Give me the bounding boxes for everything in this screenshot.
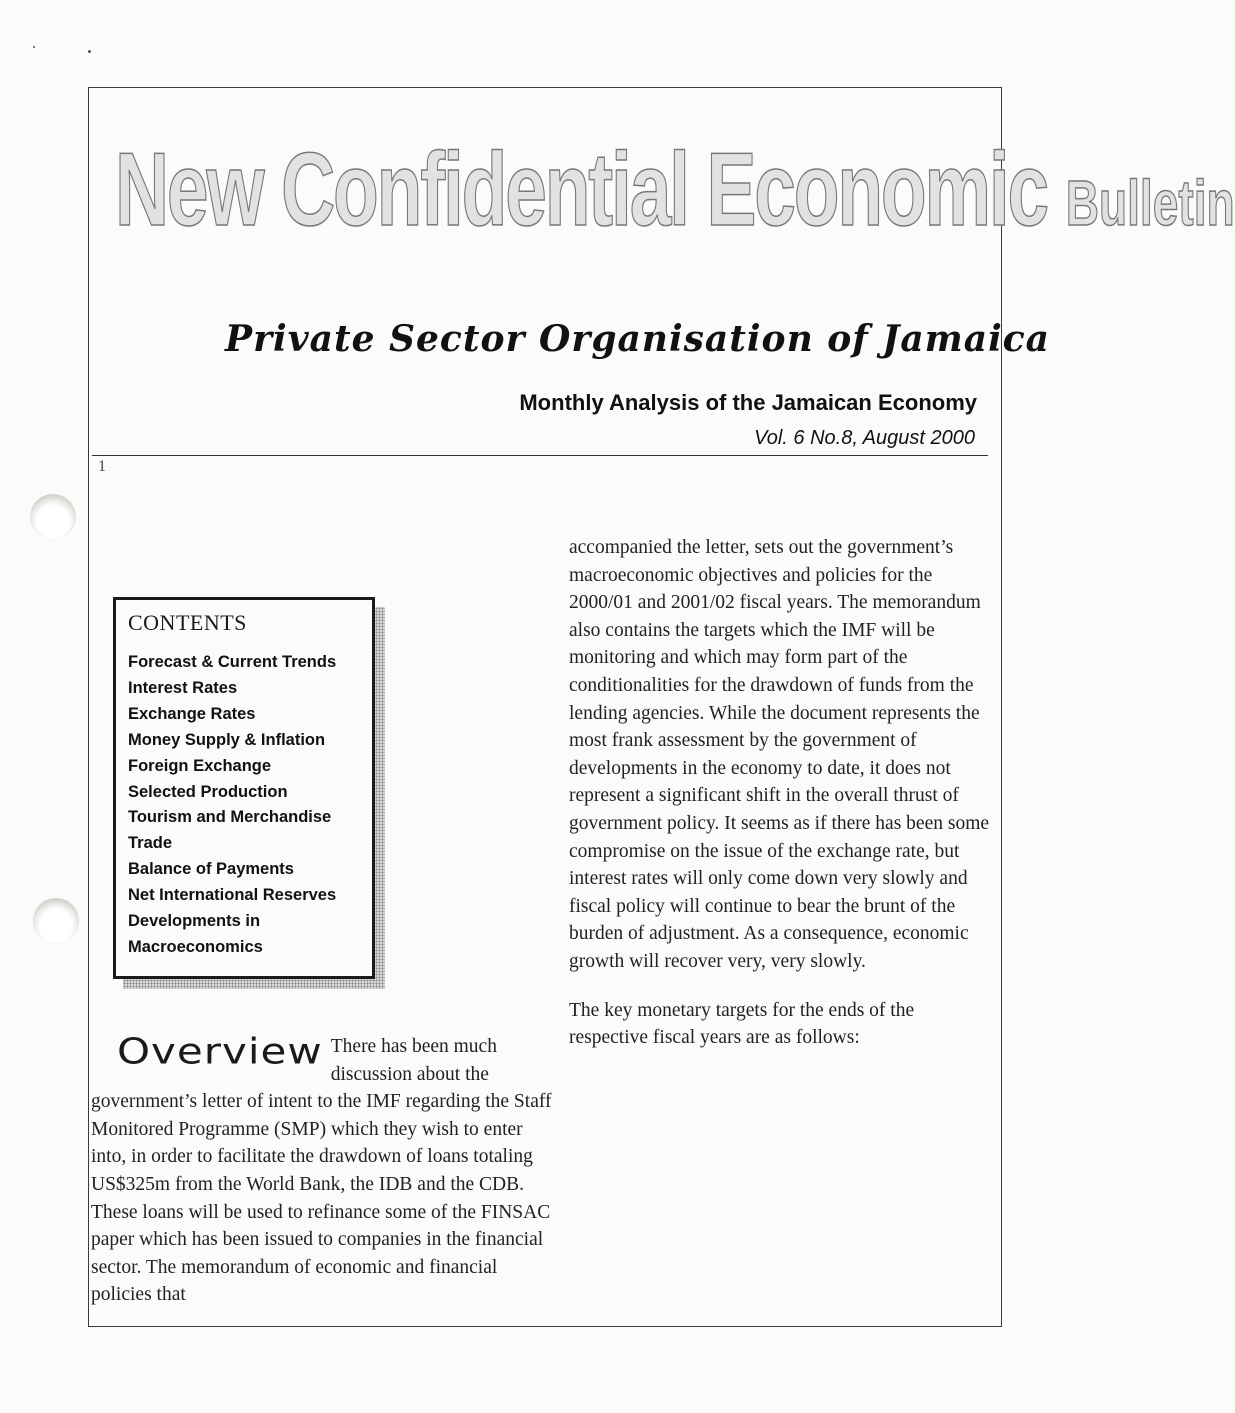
contents-item: Macroeconomics — [128, 937, 263, 956]
masthead-word-new: New — [115, 132, 263, 248]
right-paragraph-2: The key monetary targets for the ends of the respective fiscal years are as follows: — [569, 999, 915, 1049]
page-number: 1 — [98, 458, 106, 475]
masthead-word-confidential: Confidential — [281, 132, 688, 248]
right-column — [569, 534, 997, 1052]
masthead-word-economic: Economic — [706, 132, 1048, 248]
contents-item: Net International Reserves — [128, 886, 337, 905]
header-rule — [92, 455, 988, 456]
contents-panel — [113, 597, 375, 979]
contents-item: Trade — [128, 834, 173, 853]
contents-item: Interest Rates — [128, 678, 238, 697]
contents-item: Money Supply & Inflation — [128, 730, 326, 749]
contents-item: Foreign Exchange — [128, 756, 272, 775]
contents-item: Balance of Payments — [128, 860, 294, 879]
contents-item: Forecast & Current Trends — [128, 653, 337, 671]
overview-heading: Overview — [117, 1030, 323, 1073]
contents-item: Developments in — [128, 912, 261, 931]
contents-item: Tourism and Merchandise — [128, 808, 332, 827]
contents-box — [113, 597, 385, 989]
overview-body: There has been much discussion about the government’s letter of intent to the IMF regarding the Staff Monitored Programme (SMP) which they wish to enter into, in order to facilitate the drawdown of loans totaling US$325m from the World Bank, the IDB and the CDB. These loans will be used to refinance some of the FINSAC paper which has been issued to companies in the financial sector. The memorandum of economic and financial policies that — [91, 1036, 552, 1306]
right-paragraph-1: accompanied the letter, sets out the government’s macroeconomic objectives and policies for the 2000/01 and 2001/02 fiscal years. The memorandum also contains the targets which the IMF will be monitoring and which may form part of the conditionalities for the drawdown of funds from the lending agencies. While the document represents the most frank assessment by the government of developments in the economy to date, it does not represent a significant shift in the overall thrust of government policy. It seems as if there has been some compromise on the issue of the exchange rate, but interest rates will only come down very slowly and fiscal policy will continue to bear the brunt of the burden of adjustment. As a consequence, economic growth will recover very, very slowly. — [569, 537, 990, 972]
masthead-word-bulletin: Bulletin — [1065, 167, 1235, 239]
contents-list — [128, 650, 360, 961]
issue-info: Vol. 6 No.8, August 2000 — [754, 427, 975, 449]
organisation-name: Private Sector Organisation of Jamaica — [225, 318, 1051, 360]
overview-section — [91, 1030, 553, 1309]
scan-speck — [88, 50, 91, 53]
contents-title: CONTENTS — [128, 610, 247, 635]
binder-hole-bottom — [33, 898, 79, 944]
scan-speck — [33, 46, 35, 48]
masthead-title — [115, 130, 1235, 250]
contents-item: Exchange Rates — [128, 704, 256, 723]
contents-item: Selected Production — [128, 782, 288, 801]
binder-hole-top — [30, 494, 76, 540]
publication-subtitle: Monthly Analysis of the Jamaican Economy — [519, 390, 977, 415]
